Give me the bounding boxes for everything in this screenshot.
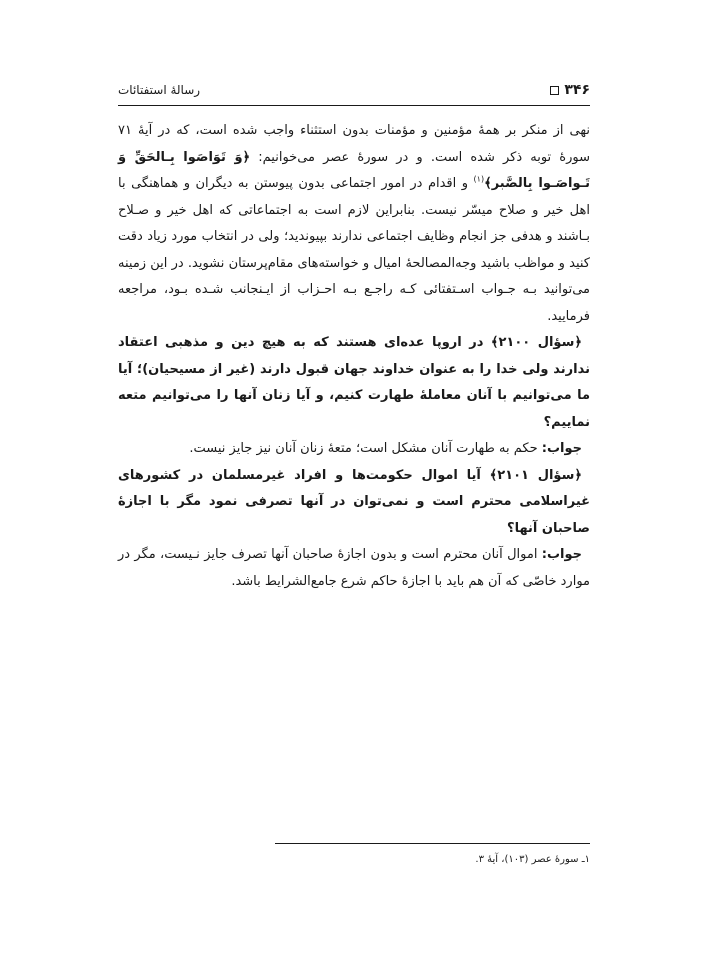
paragraph-intro [118, 118, 590, 330]
answer-2101-label: جواب: [541, 547, 582, 562]
answer-2101-text: اموال آنان محترم است و بدون اجازهٔ صاحبان آنها تصرف جایز نـیست، مگر در موارد خاصّی که آن هم باید با اجازهٔ حاکم شرع جامع‌الشرایط باشد. [118, 547, 590, 589]
square-bullet-icon [550, 86, 559, 95]
answer-2100-text: حکم به طهارت آنان مشکل است؛ متعهٔ زنان آنان نیز جایز نیست. [189, 441, 542, 456]
answer-2100-label: جواب: [541, 441, 582, 456]
header-title: رسالهٔ استفتائات [118, 83, 201, 97]
footnote-marker: (۱) [473, 174, 485, 184]
body-text [118, 118, 590, 595]
question-2101: ﴿سؤال ۲۱۰۱﴾ آیا اموال حکومت‌ها و افراد غیرمسلمان در کشورهای غیراسلامی محترم است و نمی‌توان در آنها تصرفی نمود مگر با اجازهٔ صاحبان آنها؟ [118, 467, 590, 536]
answer-2101 [118, 542, 590, 595]
footnote: ۱ـ سورهٔ عصر (۱۰۳)، آیهٔ ۳. [475, 854, 590, 865]
running-header [118, 78, 590, 102]
question-2100: ﴿سؤال ۲۱۰۰﴾ در اروپا عده‌ای هستند که به هیچ دین و مذهبی اعتقاد ندارند ولی خدا را به عنوان خداوند جهان قبول دارند (غیر از مسیحیان)؛ آیا ما می‌توانیم با آنان معاملهٔ طهارت کنیم، و آیا زنان آنها را می‌توانیم متعه نماییم؟ [118, 335, 590, 430]
quran-verse: ﴿وَ تَوَاصَوا بِـالحَقِّ وَ تَـواصَـوا بِالصَّبر﴾ [118, 149, 590, 191]
header-divider [118, 105, 590, 106]
answer-2100 [118, 436, 590, 463]
page-number-group [550, 82, 590, 98]
footnote-divider [275, 843, 590, 844]
page-number: ۳۴۶ [564, 82, 590, 98]
paragraph-intro-text-b: و اقدام در امور اجتماعی بدون پیوستن به دیگران و هماهنگی با اهل خیر و صلاح میسّر نیست. بنابراین لازم است به اجتماعاتی که اهل خیر و صـلاح بـاشند و هدفی جز انجام وظایف اجتماعی ندارند بپیوندید؛ ولی در انتخاب مورد زیاد دقت کنید و مواظب باشید وجه‌المصالحهٔ امیال و خواسته‌های مقام‌پرستان نشوید. در این زمینه می‌توانید بـه جـواب اسـتفتائی کـه راجـع بـه احـزاب از ایـنجانب شـده بـود، مراجعه فرمایید. [118, 176, 590, 324]
paragraph-intro-text-a: نهی از منکر بر همهٔ مؤمنین و مؤمنات بدون استثناء واجب شده است، که در آیهٔ ۷۱ سورهٔ توبه ذکر شده است. و در سورهٔ عصر می‌خوانیم: [118, 123, 590, 165]
